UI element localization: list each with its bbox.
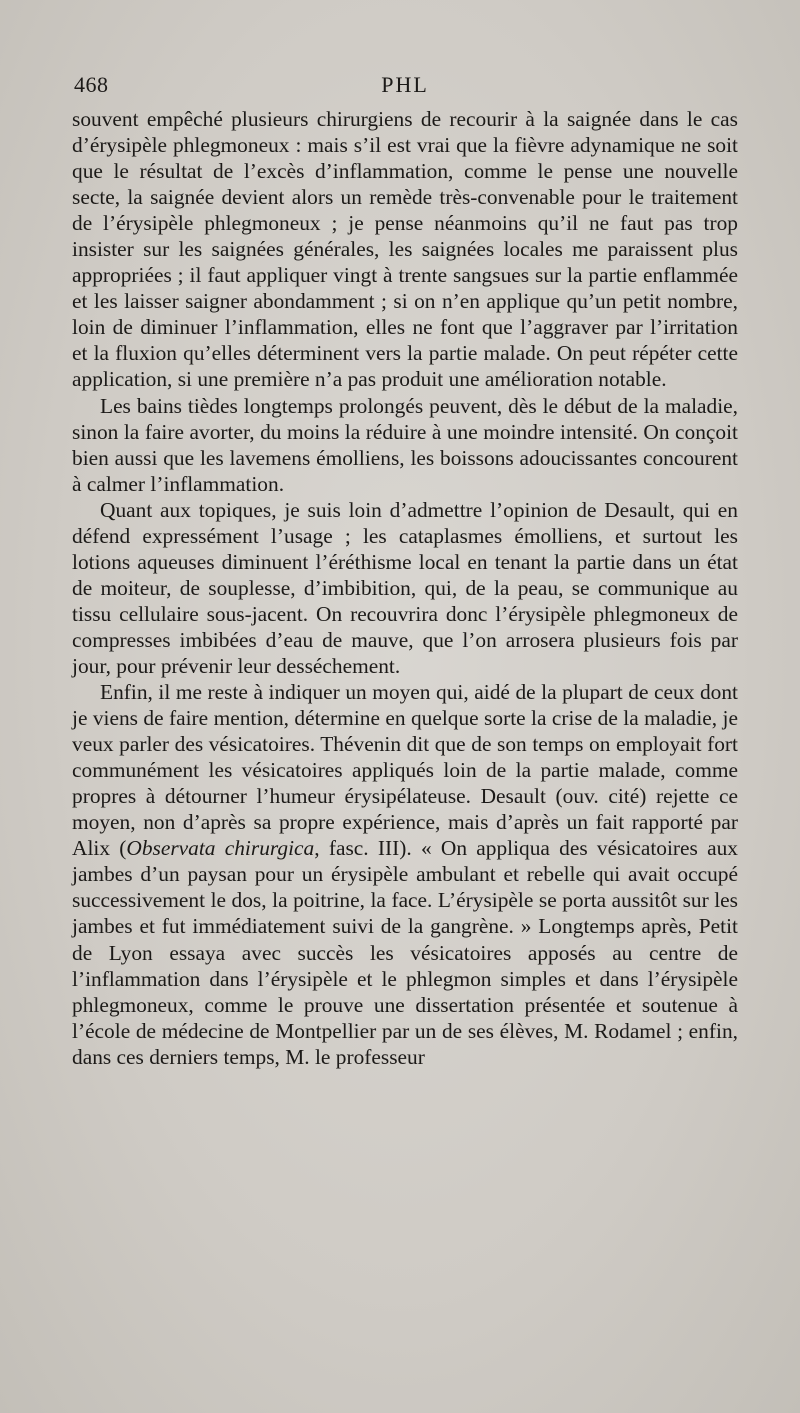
running-head: PHL: [381, 72, 429, 97]
paragraph-bloodletting: souvent empêché plusieurs chirurgiens de recourir à la saignée dans le cas d’érysipèle phlegmoneux : mais s’il est vrai que la fièvre adynamique ne soit que le résultat de l’excès d’inflammation, comme le pense une nouvelle secte, la saignée devient alors un remède très-convenable pour le traitement de l’érysipèle phlegmoneux ; je pense néanmoins qu’il ne faut pas trop insister sur les saignées générales, les saignées locales me paraissent plus appropriées ; il faut appliquer vingt à trente sangsues sur la partie enflammée et les laisser saigner abondamment ; si on n’en applique qu’un petit nombre, loin de diminuer l’inflammation, elles ne font que l’aggraver par l’irritation et la fluxion qu’elles déterminent vers la partie malade. On peut répéter cette application, si une première n’a pas produit une amélioration notable.: [72, 107, 738, 392]
italic-citation: Observata chirurgica: [126, 836, 315, 861]
page-header: [74, 72, 736, 102]
paragraph-topicals: Quant aux topiques, je suis loin d’admettre l’opinion de Desault, qui en défend expressément l’usage ; les cataplasmes émolliens, et surtout les lotions aqueuses diminuent l’éréthisme local en tenant la partie dans un état de moiteur, de souplesse, d’imbibition, qui, de la peau, se communique au tissu cellulaire sous-jacent. On recouvrira donc l’érysipèle phlegmoneux de compresses imbibées d’eau de mauve, que l’on arrosera plusieurs fois par jour, pour prévenir leur desséchement.: [72, 497, 738, 678]
paragraph-vesicatories: [72, 679, 738, 1070]
paragraph-text-part: , fasc. III). « On appliqua des vésicatoires aux jambes d’un paysan pour un érysipèle ambulant et rebelle qui avait occupé successivement le dos, la poitrine, la face. L’érysipèle se porta aussitôt sur les jambes et fut immédiatement suivi de la gangrène. » Longtemps après, Petit de Lyon essaya avec succès les vésicatoires apposés au centre de l’inflammation dans l’érysipèle et le phlegmon simples et dans l’érysipèle phlegmoneux, comme le prouve une dissertation présentée et soutenue à l’école de médecine de Montpellier par un de ses élèves, M. Rodamel ; enfin, dans ces derniers temps, M. le professeur: [72, 836, 738, 1069]
paragraph-text-part: Enfin, il me reste à indiquer un moyen qui, aidé de la plupart de ceux dont je viens de faire mention, détermine en quelque sorte la crise de la maladie, je veux parler des vésicatoires. Thévenin dit que de son temps on employait fort communément les vésicatoires appliqués loin de la partie malade, comme propres à détourner l’humeur érysipélateuse. Desault (ouv. cité) rejette ce moyen, non d’après sa propre expérience, mais d’après un fait rapporté par Alix (: [72, 680, 738, 861]
paragraph-baths: Les bains tièdes longtemps prolongés peuvent, dès le début de la maladie, sinon la faire avorter, du moins la réduire à une moindre intensité. On conçoit bien aussi que les lavemens émolliens, les boissons adoucissantes concourent à calmer l’inflammation.: [72, 393, 738, 496]
body-text: [72, 106, 738, 1070]
page-number: 468: [74, 72, 109, 97]
